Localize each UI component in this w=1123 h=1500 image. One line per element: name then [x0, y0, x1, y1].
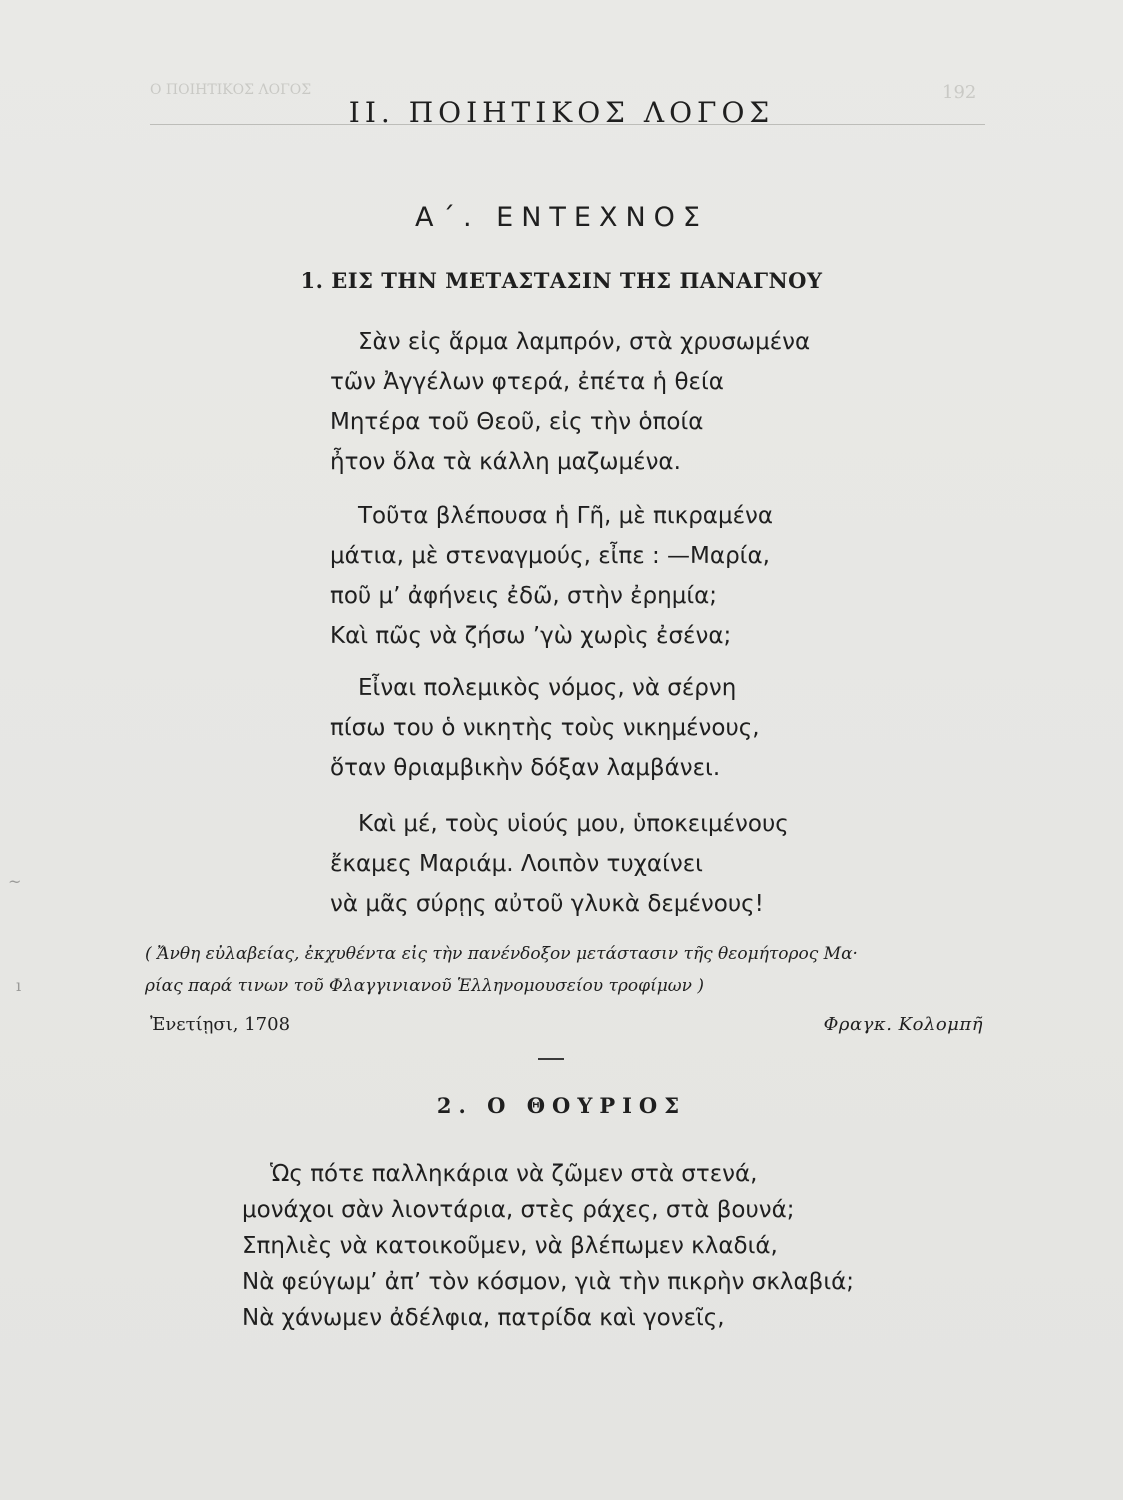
poem1-source	[145, 938, 975, 1002]
verse-line: νὰ μᾶς σύρῃς αὐτοῦ γλυκὰ δεμένους!	[330, 891, 764, 917]
verse-line: μάτια, μὲ στεναγμούς, εἶπε : —Μαρία,	[330, 543, 770, 569]
poem2-stanza	[242, 1156, 854, 1336]
source-line: ρίας παρά τινων τοῦ Φλαγγινιανοῦ Ἑλληνομουσείου τροφίμων )	[145, 976, 705, 996]
verse-line: Ὡς πότε παλληκάρια νὰ ζῶμεν στὰ στενά,	[270, 1161, 758, 1187]
bleed-through-page-number: 192	[942, 82, 977, 103]
poem1-heading: 1. ΕΙΣ ΤΗΝ ΜΕΤΑΣΤΑΣΙΝ ΤΗΣ ΠΑΝΑΓΝΟΥ	[300, 268, 823, 293]
bleed-through-header: Ο ΠΟΙΗΤΙΚΟΣ ΛΟΓΟΣ	[150, 82, 312, 98]
verse-line: Σὰν εἰς ἅρμα λαμπρόν, στὰ χρυσωμένα	[358, 329, 811, 355]
verse-line: Τοῦτα βλέπουσα ἡ Γῆ, μὲ πικραμένα	[358, 503, 774, 529]
verse-line: πίσω του ὁ νικητὴς τοὺς νικημένους,	[330, 715, 760, 741]
verse-line: Νὰ χάνωμεν ἀδέλφια, πατρίδα καὶ γονεῖς,	[242, 1305, 725, 1331]
verse-line: ἦτον ὅλα τὰ κάλλη μαζωμένα.	[330, 449, 681, 475]
subsection-title: Α΄. ΕΝΤΕΧΝΟΣ	[415, 202, 708, 233]
poem1-stanza-3	[330, 668, 760, 788]
poem1-stanza-2	[330, 496, 773, 656]
verse-line: ἔκαμες Μαριάμ. Λοιπὸν τυχαίνει	[330, 851, 703, 877]
verse-line: Σπηλιὲς νὰ κατοικοῦμεν, νὰ βλέπωμεν κλαδιά,	[242, 1233, 778, 1259]
verse-line: ὅταν θριαμβικὴν δόξαν λαμβάνει.	[330, 755, 721, 781]
separator-dash	[538, 1058, 564, 1060]
author-name: Φραγκ. Κολομπῆ	[823, 1014, 983, 1035]
poem2-heading: 2. Ο ΘΟΥΡΙΟΣ	[436, 1093, 687, 1118]
verse-line: Νὰ φεύγωμ’ ἀπ’ τὸν κόσμον, γιὰ τὴν πικρὴν σκλαβιά;	[242, 1269, 855, 1295]
place-year: Ἐνετίῃσι, 1708	[150, 1014, 291, 1035]
poem1-stanza-4	[330, 804, 789, 924]
verse-line: Εἶναι πολεμικὸς νόμος, νὰ σέρνη	[358, 675, 737, 701]
margin-mark: ı	[16, 976, 22, 995]
verse-line: Καὶ μέ, τοὺς υἱούς μου, ὑποκειμένους	[358, 811, 789, 837]
verse-line: Μητέρα τοῦ Θεοῦ, εἰς τὴν ὁποία	[330, 409, 704, 435]
verse-line: τῶν Ἀγγέλων φτερά, ἐπέτα ἡ θεία	[330, 369, 724, 395]
verse-line: Καὶ πῶς νὰ ζήσω ’γὼ χωρὶς ἐσένα;	[330, 623, 732, 649]
section-title: II. ΠΟΙΗΤΙΚΟΣ ΛΟΓΟΣ	[348, 96, 775, 129]
source-line: ( Ἄνθη εὐλαβείας, ἐκχυθέντα εἰς τὴν πανένδοξον μετάστασιν τῆς θεομήτορος Μα·	[145, 944, 858, 964]
verse-line: ποῦ μ’ ἀφήνεις ἐδῶ, στὴν ἐρημία;	[330, 583, 718, 609]
verse-line: μονάχοι σὰν λιοντάρια, στὲς ράχες, στὰ βουνά;	[242, 1197, 795, 1223]
margin-mark: ~	[8, 872, 22, 891]
poem1-stanza-1	[330, 322, 810, 482]
